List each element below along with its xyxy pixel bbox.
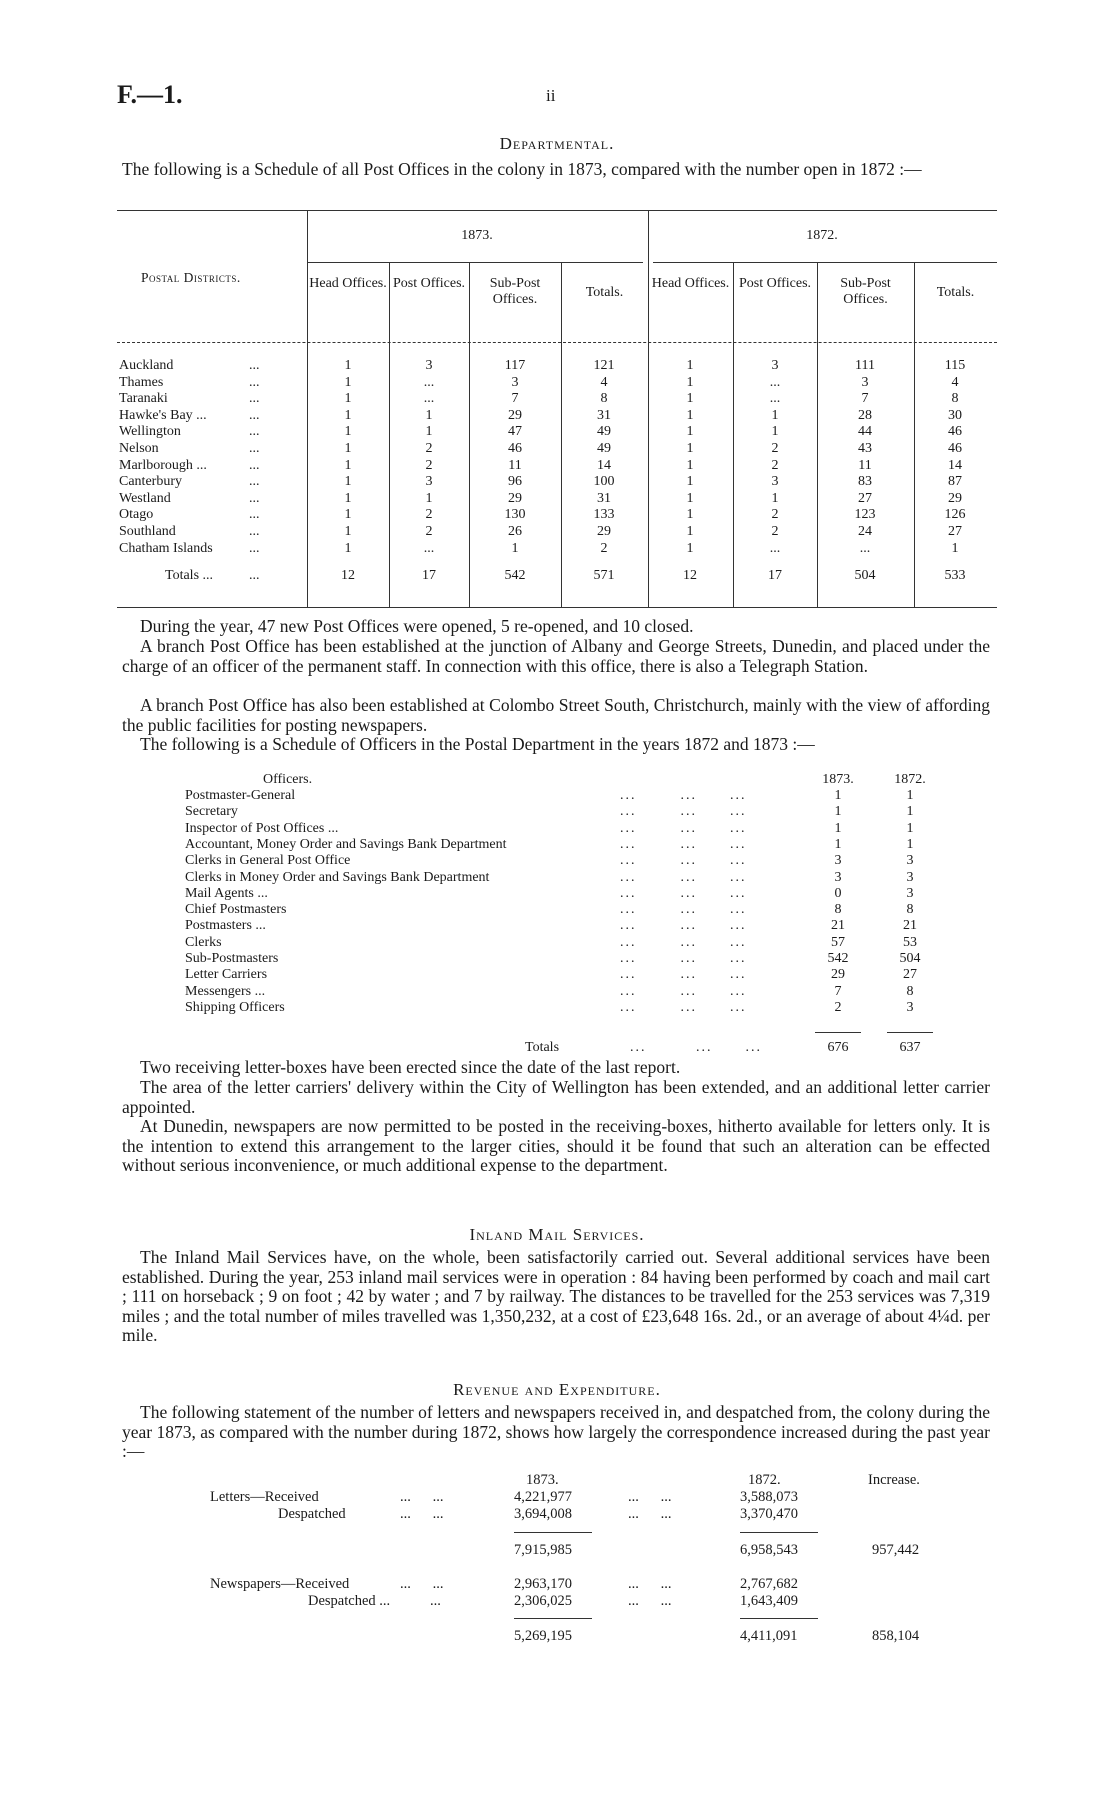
- leader-dots: ... ... ...: [620, 934, 747, 950]
- total-cell: 17: [422, 568, 436, 583]
- letters-despatched-1872: 3,370,470: [740, 1506, 798, 1522]
- table-cell: 126: [944, 507, 966, 523]
- table-cell: 1: [344, 391, 352, 407]
- officer-label: Postmasters ...: [185, 918, 266, 934]
- letters-received-1872: 3,588,073: [740, 1489, 798, 1505]
- total-cell: 571: [593, 568, 615, 583]
- total-cell: 542: [504, 568, 526, 583]
- table-cell: 3: [861, 374, 869, 390]
- paragraph-dunedin-branch: A branch Post Office has been established at the junction of Albany and George Streets, Dunedin, and placed under the charge of an officer of the permanent staff. In connection with this office, there is also a Telegraph Station.: [122, 636, 990, 676]
- district-label: Wellington: [119, 424, 181, 440]
- district-label: Marlborough ...: [119, 457, 207, 473]
- leader-dots: ... ... ...: [620, 885, 747, 901]
- col-header: Sub-Post Offices.: [840, 276, 891, 307]
- table-cell: 8: [600, 391, 608, 407]
- vline: [914, 262, 915, 607]
- leader-dots: ...: [249, 374, 260, 390]
- officers-total-rule-a: [815, 1032, 861, 1033]
- officer-label: Messengers ...: [185, 983, 266, 999]
- table-top-rule: [117, 210, 997, 211]
- col-header: Post Offices.: [392, 276, 466, 291]
- officers-year-1872: 1872.: [894, 772, 926, 787]
- table-cell: ...: [423, 374, 435, 390]
- table-cell: 43: [858, 441, 872, 456]
- leader-dots: ...: [249, 391, 260, 407]
- officer-count-1872: 3: [906, 885, 914, 901]
- table-cell: 31: [597, 490, 611, 506]
- leader-dots: ...: [249, 540, 260, 556]
- officer-count-1872: 1: [906, 836, 914, 852]
- table-cell: 1: [344, 424, 352, 440]
- officers-header: Officers.: [263, 772, 313, 787]
- table-cell: 1: [686, 507, 694, 523]
- inland-mail-text: The Inland Mail Services have, on the whole, been satisfactorily carried out. Several additional services have been established. During the year, 253 inland mail services were in operation : 84 having been performed by coach and mail cart ; 111 on horseback ; 9 on foot ; 42 by water ; and 7 by railway. The distances to be travelled for the 253 services was 7,319 miles ; and the total number of miles travelled was 1,350,232, at a cost of £23,648 16s. 2d., or an average of about 4¼d. per mile.: [122, 1247, 990, 1346]
- table-cell: 14: [597, 457, 611, 473]
- leader-dots: ... ... ...: [620, 983, 747, 999]
- leader-dots: ... ... ...: [620, 918, 747, 934]
- letters-total-1872: 6,958,543: [740, 1542, 798, 1558]
- leader-dots: ... ... ...: [620, 804, 747, 820]
- paragraph-offices-opened: During the year, 47 new Post Offices were opened, 5 re-opened, and 10 closed.: [140, 616, 694, 636]
- officer-label: Clerks in General Post Office: [185, 853, 351, 869]
- officer-label: Chief Postmasters: [185, 902, 287, 918]
- table-cell: 1: [344, 540, 352, 556]
- table-cell: 123: [854, 507, 876, 523]
- leader-dots: ... ...: [628, 1576, 672, 1592]
- table-cell: 2: [771, 524, 779, 539]
- newspapers-despatched-1872: 1,643,409: [740, 1593, 798, 1609]
- table-cell: 121: [593, 358, 615, 373]
- departmental-title: Departmental.: [499, 134, 615, 153]
- table-cell: 49: [597, 441, 611, 456]
- total-cell: 533: [944, 568, 966, 583]
- leader-dots: ...: [249, 474, 260, 490]
- col-header: Head Offices.: [309, 276, 387, 291]
- departmental-intro: The following is a Schedule of all Post Offices in the colony in 1873, compared with the number open in 1872 :—: [122, 159, 922, 179]
- leader-dots: ...: [249, 358, 260, 373]
- leader-dots: ... ... ...: [620, 967, 747, 983]
- officer-count-1873: 2: [834, 999, 842, 1015]
- table-cell: 1: [425, 424, 433, 440]
- officer-label: Shipping Officers: [185, 999, 285, 1015]
- table-cell: 1: [686, 424, 694, 440]
- district-label: Auckland: [119, 358, 174, 373]
- table-cell: 2: [600, 540, 608, 556]
- table-cell: 87: [948, 474, 962, 490]
- officer-count-1873: 1: [834, 820, 842, 836]
- table-cell: 1: [425, 407, 433, 423]
- table-cell: 2: [425, 457, 433, 473]
- table-cell: 47: [508, 424, 522, 440]
- paragraph-christchurch-branch: A branch Post Office has also been established at Colombo Street South, Christchurch, mainly with the view of affording the public facilities for posting newspapers.: [122, 695, 990, 735]
- officer-count-1873: 542: [827, 951, 849, 966]
- table-cell: 27: [948, 524, 962, 539]
- table-header-rule: [117, 342, 997, 343]
- newspapers-sum-rule: [514, 1618, 592, 1619]
- table-cell: 2: [425, 524, 433, 539]
- newspapers-despatched-label: Despatched ...: [308, 1593, 391, 1609]
- table-cell: 2: [425, 507, 433, 523]
- leader-dots: ... ... ...: [620, 788, 747, 803]
- page-number: ii: [546, 86, 556, 105]
- officer-count-1872: 53: [903, 934, 917, 950]
- table-cell: ...: [769, 540, 781, 556]
- table-cell: 1: [686, 490, 694, 506]
- letters-received-1873: 4,221,977: [514, 1489, 572, 1505]
- table-cell: 3: [511, 374, 519, 390]
- newspapers-received-1872: 2,767,682: [740, 1576, 798, 1592]
- letters-despatched-1873: 3,694,008: [514, 1506, 572, 1522]
- leader-dots: ... ...: [400, 1489, 444, 1505]
- table-cell: 3: [771, 474, 779, 490]
- officer-label: Accountant, Money Order and Savings Bank Department: [185, 836, 507, 852]
- table-cell: 1: [771, 407, 779, 423]
- col-header: Post Offices.: [738, 276, 812, 291]
- table-cell: 24: [858, 524, 872, 539]
- table-cell: 133: [593, 507, 615, 523]
- table-cell: 29: [508, 490, 522, 506]
- district-column-header: Postal Districts.: [141, 270, 241, 285]
- leader-dots: ... ...: [628, 1506, 672, 1522]
- officer-count-1873: 0: [834, 885, 842, 901]
- district-label: Otago: [119, 507, 154, 523]
- vline: [469, 262, 470, 607]
- leader-dots: ... ... ...: [620, 853, 747, 869]
- letters-received-label: Letters—Received: [210, 1489, 319, 1505]
- table-cell: 49: [597, 424, 611, 440]
- officer-count-1873: 8: [834, 902, 842, 918]
- postal-districts-table: [117, 210, 997, 607]
- district-label: Westland: [119, 490, 171, 506]
- table-cell: 4: [951, 374, 959, 390]
- district-label: Canterbury: [119, 474, 182, 490]
- paragraph-wellington-delivery: The area of the letter carriers' delivery within the City of Wellington has been extended, and an additional letter carrier appointed.: [122, 1077, 990, 1117]
- table-cell: 1: [686, 524, 694, 539]
- officer-label: Clerks in Money Order and Savings Bank Department: [185, 869, 490, 885]
- paragraph-letter-boxes: Two receiving letter-boxes have been erected since the date of the last report.: [140, 1057, 681, 1077]
- leader-dots: ...: [249, 507, 260, 523]
- total-cell: 17: [768, 568, 782, 583]
- leader-dots: ...: [249, 407, 260, 423]
- table-cell: 1: [344, 441, 352, 456]
- table-cell: 7: [511, 391, 519, 407]
- letters-increase: 957,442: [872, 1542, 920, 1558]
- leader-dots: ... ... ...: [620, 902, 747, 918]
- officer-count-1873: 3: [834, 853, 842, 869]
- table-cell: 27: [858, 490, 872, 506]
- table-cell: 1: [686, 374, 694, 390]
- table-cell: 30: [948, 407, 962, 423]
- leader-dots: ...: [249, 490, 260, 506]
- officer-label: Letter Carriers: [185, 967, 268, 983]
- totals-label: Totals ...: [165, 568, 214, 583]
- officer-count-1873: 1: [834, 836, 842, 852]
- col-header: Totals.: [585, 285, 624, 300]
- leader-dots: ...: [249, 441, 260, 456]
- revenue-year-1872: 1872.: [748, 1472, 781, 1488]
- table-cell: 3: [425, 474, 433, 490]
- officer-count-1872: 27: [903, 967, 917, 983]
- vline: [389, 262, 390, 607]
- revenue-increase-header: Increase.: [868, 1472, 920, 1488]
- leader-dots: ...: [249, 424, 260, 440]
- table-cell: 2: [771, 441, 779, 456]
- table-cell: 1: [686, 540, 694, 556]
- table-cell: 8: [951, 391, 959, 407]
- officers-year-1873: 1873.: [822, 772, 854, 787]
- table-cell: 3: [771, 358, 779, 373]
- vline: [817, 262, 818, 607]
- vline: [307, 210, 308, 607]
- total-cell: 12: [341, 568, 355, 583]
- revenue-year-1873: 1873.: [526, 1472, 559, 1488]
- officer-count-1872: 3: [906, 999, 914, 1015]
- col-header: Sub-Post Offices.: [489, 276, 541, 307]
- table-cell: 46: [508, 441, 522, 456]
- table-cell: 100: [593, 474, 615, 490]
- table-cell: 115: [944, 358, 966, 373]
- officer-count-1872: 21: [903, 918, 917, 934]
- officer-count-1872: 504: [899, 951, 921, 966]
- officer-count-1872: 8: [906, 902, 914, 918]
- leader-dots: ... ... ...: [630, 1040, 762, 1055]
- officer-count-1873: 1: [834, 788, 842, 803]
- officer-label: Postmaster-General: [185, 788, 296, 803]
- leader-dots: ... ... ...: [620, 836, 747, 852]
- table-cell: 1: [344, 490, 352, 506]
- table-cell: 96: [508, 474, 522, 490]
- table-cell: 46: [948, 424, 962, 440]
- table-cell: 4: [600, 374, 608, 390]
- table-cell: 1: [686, 391, 694, 407]
- table-cell: 1: [344, 374, 352, 390]
- officer-label: Inspector of Post Offices ...: [185, 820, 339, 836]
- district-label: Thames: [119, 374, 164, 390]
- table-cell: 1: [771, 490, 779, 506]
- officer-count-1872: 8: [906, 983, 914, 999]
- year-1873-header: 1873.: [461, 228, 493, 243]
- leader-dots: ... ...: [400, 1506, 444, 1522]
- total-cell: 12: [683, 568, 697, 583]
- officer-count-1873: 57: [831, 934, 845, 950]
- letters-sum-rule: [514, 1532, 592, 1533]
- vline: [733, 262, 734, 607]
- table-cell: 1: [511, 540, 519, 556]
- table-cell: 1: [344, 457, 352, 473]
- table-cell: ...: [423, 391, 435, 407]
- table-cell: 46: [948, 441, 962, 456]
- revenue-intro: The following statement of the number of letters and newspapers received in, and despatched from, the colony during the year 1873, as compared with the number during 1872, shows how largely the correspondence increased during the past year :—: [122, 1402, 990, 1462]
- table-cell: 1: [686, 441, 694, 456]
- paragraph-dunedin-newspapers: At Dunedin, newspapers are now permitted to be posted in the receiving-boxes, hitherto available for letters only. It is the intention to extend this arrangement to the larger cities, should it be found that such an alteration can be effected without serious inconvenience, or much additional expense to the department.: [122, 1116, 990, 1176]
- table-cell: 28: [858, 407, 872, 423]
- officer-count-1872: 3: [906, 869, 914, 885]
- newspapers-despatched-1873: 2,306,025: [514, 1593, 572, 1609]
- officers-total-1872: 637: [899, 1040, 921, 1055]
- newspapers-increase: 858,104: [872, 1628, 920, 1644]
- table-cell: 29: [948, 490, 962, 506]
- district-label: Chatham Islands: [119, 540, 213, 556]
- year-1872-rule: [653, 262, 997, 263]
- table-cell: ...: [423, 540, 435, 556]
- newspapers-received-label: Newspapers—Received: [210, 1576, 350, 1592]
- table-cell: 1: [771, 424, 779, 440]
- table-bottom-rule: [117, 607, 997, 608]
- leader-dots: ... ...: [400, 1576, 444, 1592]
- table-cell: 7: [861, 391, 869, 407]
- officers-totals-label: Totals: [525, 1040, 560, 1055]
- leader-dots: ... ... ...: [620, 869, 747, 885]
- officer-label: Mail Agents ...: [185, 885, 268, 901]
- table-cell: 1: [686, 474, 694, 490]
- leader-dots: ...: [430, 1593, 441, 1609]
- table-cell: ...: [859, 540, 871, 556]
- officer-count-1872: 1: [906, 820, 914, 836]
- table-cell: 14: [948, 457, 962, 473]
- letters-sum-rule: [740, 1532, 818, 1533]
- table-cell: 31: [597, 407, 611, 423]
- officer-count-1872: 1: [906, 788, 914, 803]
- leader-dots: ...: [249, 524, 260, 539]
- newspapers-total-1872: 4,411,091: [740, 1628, 798, 1644]
- table-cell: 1: [344, 507, 352, 523]
- officers-total-1873: 676: [827, 1040, 849, 1055]
- revenue-title: Revenue and Expenditure.: [453, 1380, 661, 1399]
- table-cell: 1: [686, 358, 694, 373]
- officer-count-1872: 3: [906, 853, 914, 869]
- table-cell: 2: [425, 441, 433, 456]
- newspapers-total-1873: 5,269,195: [514, 1628, 572, 1644]
- leader-dots: ... ... ...: [620, 999, 747, 1015]
- officer-count-1873: 29: [831, 967, 845, 983]
- table-cell: ...: [769, 391, 781, 407]
- table-cell: 11: [858, 457, 872, 473]
- district-label: Taranaki: [119, 391, 168, 407]
- table-cell: 1: [344, 524, 352, 539]
- officer-count-1873: 1: [834, 804, 842, 820]
- year-1873-rule: [307, 262, 643, 263]
- table-cell: 44: [858, 424, 872, 440]
- table-cell: 3: [425, 358, 433, 373]
- letters-despatched-label: Despatched: [278, 1506, 346, 1522]
- officer-count-1873: 3: [834, 869, 842, 885]
- officer-count-1873: 7: [834, 983, 842, 999]
- district-label: Southland: [119, 524, 176, 539]
- officer-label: Clerks: [185, 934, 222, 950]
- officer-label: Sub-Postmasters: [185, 951, 279, 966]
- leader-dots: ... ...: [628, 1489, 672, 1505]
- table-cell: 1: [686, 407, 694, 423]
- officers-total-rule-b: [887, 1032, 933, 1033]
- officer-label: Secretary: [185, 804, 238, 820]
- leader-dots: ...: [249, 457, 260, 473]
- table-cell: 83: [858, 474, 872, 490]
- vline: [561, 262, 562, 607]
- table-cell: ...: [769, 374, 781, 390]
- letters-total-1873: 7,915,985: [514, 1542, 572, 1558]
- col-header: Head Offices.: [651, 276, 730, 291]
- table-cell: 2: [771, 457, 779, 473]
- table-cell: 1: [344, 358, 352, 373]
- district-label: Hawke's Bay ...: [119, 407, 207, 423]
- table-cell: 117: [504, 358, 526, 373]
- leader-dots: ...: [249, 568, 260, 583]
- table-cell: 1: [344, 407, 352, 423]
- table-cell: 11: [508, 457, 522, 473]
- leader-dots: ... ... ...: [620, 820, 747, 836]
- vline: [648, 210, 649, 607]
- leader-dots: ... ... ...: [620, 951, 747, 966]
- district-label: Nelson: [119, 441, 159, 456]
- document-reference: F.—1.: [117, 80, 183, 109]
- inland-mail-title: Inland Mail Services.: [469, 1225, 645, 1244]
- newspapers-sum-rule: [740, 1618, 818, 1619]
- table-cell: 1: [425, 490, 433, 506]
- table-cell: 29: [597, 524, 611, 539]
- paragraph-officers-intro: The following is a Schedule of Officers in the Postal Department in the years 1872 and 1873 :—: [140, 734, 815, 754]
- col-header: Totals.: [936, 285, 975, 300]
- year-1872-header: 1872.: [806, 228, 838, 243]
- table-cell: 26: [508, 524, 522, 539]
- table-cell: 29: [508, 407, 522, 423]
- table-cell: 111: [855, 358, 875, 373]
- table-cell: 1: [951, 540, 959, 556]
- table-cell: 1: [686, 457, 694, 473]
- table-cell: 2: [771, 507, 779, 523]
- officer-count-1873: 21: [831, 918, 845, 934]
- leader-dots: ... ...: [628, 1593, 672, 1609]
- officer-count-1872: 1: [906, 804, 914, 820]
- table-cell: 130: [504, 507, 526, 523]
- newspapers-received-1873: 2,963,170: [514, 1576, 572, 1592]
- total-cell: 504: [854, 568, 876, 583]
- table-cell: 1: [344, 474, 352, 490]
